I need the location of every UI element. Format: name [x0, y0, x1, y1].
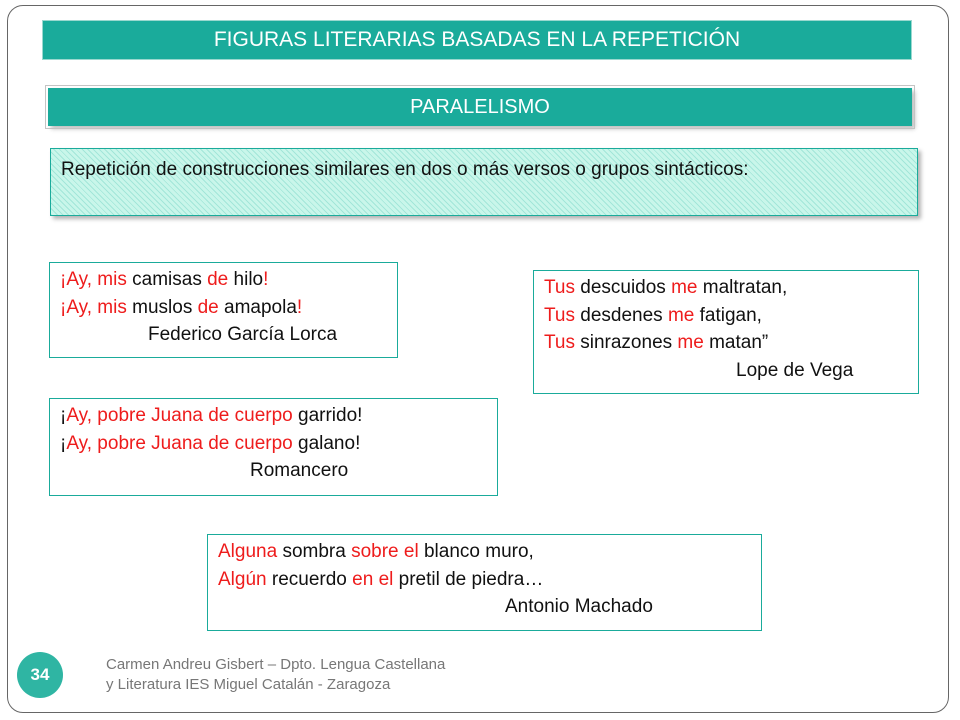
- poem-line: [544, 302, 908, 330]
- repeated-text: en el: [352, 568, 394, 590]
- poem-box-lorca: [49, 262, 398, 358]
- repeated-text: Ay, pobre Juana de cuerpo: [66, 432, 293, 454]
- verse-text: descuidos: [574, 277, 672, 298]
- verse-text: camisas: [126, 269, 208, 290]
- poem-line: [544, 274, 908, 302]
- verse-text: muslos: [126, 296, 198, 318]
- repeated-text: Alguna: [218, 541, 278, 562]
- poem-line: [544, 329, 908, 357]
- repeated-text: me: [671, 277, 698, 298]
- verse-text: sinrazones: [574, 332, 678, 353]
- poem-author: Lope de Vega: [736, 359, 854, 381]
- verse-text: desdenes: [574, 304, 668, 326]
- verse-text: pretil de piedra…: [393, 568, 544, 590]
- poem-line: [218, 538, 751, 566]
- poem-box-machado: [207, 534, 762, 631]
- repeated-text: me: [677, 332, 704, 353]
- verse-text: amapola: [218, 296, 297, 318]
- repeated-text: Tus: [544, 304, 575, 326]
- verse-text: galano!: [292, 432, 361, 454]
- poem-author: Federico García Lorca: [148, 324, 338, 345]
- poem-box-vega: [533, 270, 919, 394]
- repeated-text: Tus: [544, 277, 575, 298]
- repeated-text: Tus: [544, 332, 575, 353]
- repeated-text: !: [263, 269, 269, 290]
- repeated-text: ¡Ay, mis: [60, 296, 127, 318]
- poem-line: [60, 430, 487, 458]
- verse-text: garrido!: [292, 405, 363, 426]
- repeated-text: Ay, pobre Juana de cuerpo: [66, 405, 293, 426]
- verse-text: maltratan,: [697, 277, 788, 298]
- verse-text: hilo: [228, 269, 264, 290]
- verse-text: blanco muro,: [418, 541, 534, 562]
- poem-line: [218, 566, 751, 594]
- verse-text: ¡: [60, 432, 67, 454]
- poem-author: Romancero: [250, 460, 349, 481]
- slide-number-badge: [17, 652, 63, 698]
- poem-line: [60, 294, 387, 322]
- poem-author: Antonio Machado: [505, 596, 653, 617]
- slide-title: FIGURAS LITERARIAS BASADAS EN LA REPETICIÓN: [42, 20, 912, 60]
- definition-box: [50, 148, 918, 216]
- verse-text: sombra: [277, 541, 352, 562]
- section-heading: PARALELISMO: [48, 88, 912, 126]
- repeated-text: de: [197, 296, 219, 318]
- footer-line: Carmen Andreu Gisbert – Dpto. Lengua Castellana: [106, 656, 446, 673]
- poem-line: [60, 402, 487, 430]
- repeated-text: Algún: [218, 568, 267, 590]
- verse-text: recuerdo: [266, 568, 353, 590]
- repeated-text: ¡Ay, mis: [60, 269, 127, 290]
- repeated-text: de: [207, 269, 229, 290]
- verse-text: fatigan,: [694, 304, 762, 326]
- poem-line: [60, 266, 387, 294]
- slide-number: 34: [30, 665, 50, 684]
- definition-text: Repetición de construcciones similares en dos o más versos o grupos sintácticos:: [61, 159, 749, 180]
- poem-box-romancero: [49, 398, 498, 496]
- repeated-text: sobre el: [351, 541, 419, 562]
- repeated-text: me: [667, 304, 695, 326]
- footer-line: y Literatura IES Miguel Catalán - Zaragoza: [106, 676, 391, 693]
- footer: [106, 655, 566, 695]
- verse-text: matan”: [703, 332, 769, 353]
- repeated-text: !: [296, 296, 303, 318]
- verse-text: ¡: [60, 405, 67, 426]
